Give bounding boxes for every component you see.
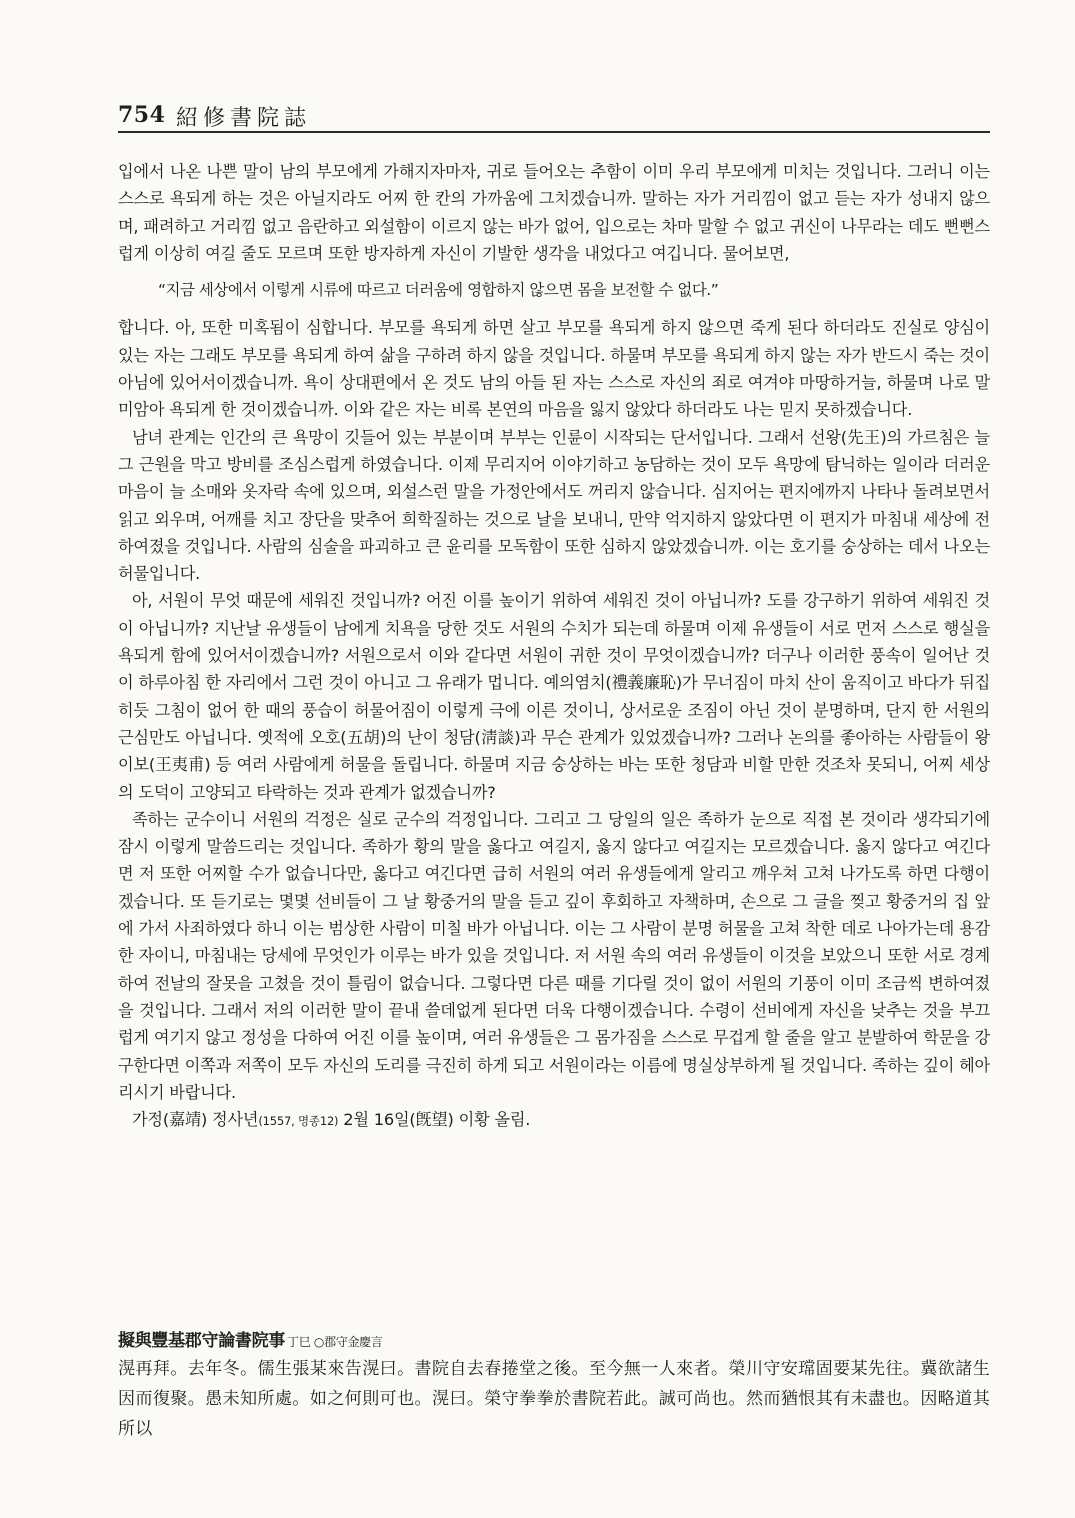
header-rule	[118, 131, 990, 133]
hanmun-title-note: 丁巳 ○郡守金慶言	[287, 1335, 383, 1349]
block-quote: “지금 세상에서 이렇게 시류에 따르고 더러움에 영합하지 않으면 몸을 보전할 수 없다.”	[158, 281, 719, 300]
paragraph-5: 족하는 군수이니 서원의 걱정은 실로 군수의 걱정입니다. 그리고 그 당일의 일은 족하가 눈으로 직접 본 것이라 생각되기에 잠시 이렇게 말씀드리는 것입니다. 족하가 황의 말을 옳다고 여길지, 옳지 않다고 여길지는 모르겠습니다. 옳지 않다고 여긴다면 저 또한 어찌할 수가 없습니다만, 옳다고 여긴다면 급히 서원의 여러 유생들에게 알리고 깨우쳐 고쳐 나가도록 하면 다행이겠습니다. 또 듣기로는 몇몇 선비들이 그 날 황중거의 말을 듣고 깊이 후회하고 자책하며, 손으로 그 글을 찢고 황중거의 집 앞에 가서 사죄하였다 하니 이는 범상한 사람이 미칠 바가 아닙니다. 이는 그 사람이 분명 허물을 고쳐 착한 데로 나아가는데 용감한 자이니, 마침내는 당세에 무엇인가 이루는 바가 있을 것입니다. 저 서원 속의 여러 유생들이 이것을 보았으니 또한 서로 경계하여 전날의 잘못을 고쳤을 것이 틀림이 없습니다. 그렇다면 다른 때를 기다릴 것이 없이 서원의 기풍이 이미 조금씩 변하여졌을 것입니다. 그래서 저의 이러한 말이 끝내 쓸데없게 된다면 더욱 다행이겠습니다. 수령이 선비에게 자신을 낮추는 것을 부끄럽게 여기지 않고 정성을 다하여 어진 이를 높이며, 여러 유생들은 그 몸가짐을 스스로 무겁게 할 줄을 알고 분발하여 학문을 강구한다면 이쪽과 저쪽이 모두 자신의 도리를 극진히 하게 되고 서원이라는 이름에 명실상부하게 될 것입니다. 족하는 깊이 헤아리시기 바랍니다.	[118, 809, 990, 1102]
page-number: 754	[118, 102, 166, 128]
hanmun-title	[118, 1326, 990, 1351]
korean-translation	[118, 158, 990, 1135]
date-text-2: 2월 16일(旣望) 이황 올림.	[338, 1110, 531, 1130]
signature-date-line	[118, 1106, 990, 1135]
hanmun-title-main: 擬與豐基郡守論書院事	[118, 1331, 285, 1351]
date-note: (1557, 명종12)	[258, 1114, 339, 1129]
hanmun-original-text	[118, 1354, 990, 1444]
date-text-1: 가정(嘉靖) 정사년	[132, 1110, 259, 1130]
paragraph-3: 남녀 관계는 인간의 큰 욕망이 깃들어 있는 부분이며 부부는 인륜이 시작되는 단서입니다. 그래서 선왕(先王)의 가르침은 늘 그 근원을 막고 방비를 조심스럽게 하였습니다. 이제 무리지어 이야기하고 농담하는 것이 모두 욕망에 탐닉하는 일이라 더러운 마음이 늘 소매와 옷자락 속에 있으며, 외설스런 말을 가정안에서도 꺼리지 않습니다. 심지어는 편지에까지 나타나 돌려보면서 읽고 외우며, 어깨를 치고 장단을 맞추어 희학질하는 것으로 날을 보내니, 만약 억지하지 않았다면 이 편지가 마침내 세상에 전하여졌을 것입니다. 사람의 심술을 파괴하고 큰 윤리를 모독함이 또한 심하지 않았겠습니까. 이는 호기를 숭상하는 데서 나오는 허물입니다.	[118, 427, 990, 584]
page-header	[118, 100, 990, 134]
running-title: 紹修書院誌	[176, 106, 312, 131]
hanmun-paragraph: 滉再拜。去年冬。儒生張某來告滉曰。書院自去春捲堂之後。至今無一人來者。榮川守安瑺固要某先往。冀欲諸生因而復聚。愚未知所處。如之何則可也。滉曰。榮守拳拳於書院若此。誠可尚也。然而猶恨其有未盡也。因略道其所以	[118, 1359, 990, 1439]
paragraph-1: 입에서 나온 나쁜 말이 남의 부모에게 가해지자마자, 귀로 들어오는 추함이 이미 우리 부모에게 미치는 것입니다. 그러니 이는 스스로 욕되게 하는 것은 아닐지라도 어찌 한 칸의 가까움에 그치겠습니까. 말하는 자가 거리낌이 없고 듣는 자가 성내지 않으며, 패려하고 거리낌 없고 음란하고 외설함이 이르지 않는 바가 없어, 입으로는 차마 말할 수 없고 귀신이 나무라는 데도 뻔뻔스럽게 이상히 여길 줄도 모르며 또한 방자하게 자신이 기발한 생각을 내었다고 여깁니다. 물어보면,	[118, 162, 990, 263]
paragraph-2: 합니다. 아, 또한 미혹됨이 심합니다. 부모를 욕되게 하면 살고 부모를 욕되게 하지 않으면 죽게 된다 하더라도 진실로 양심이 있는 자는 그래도 부모를 욕되게 하여 삶을 구하려 하지 않을 것입니다. 하물며 부모를 욕되게 하지 않는 자가 반드시 죽는 것이 아님에 있어서이겠습니까. 욕이 상대편에서 온 것도 남의 아들 된 자는 스스로 자신의 죄로 여겨야 마땅하거늘, 하물며 나로 말미암아 욕되게 한 것이겠습니까. 이와 같은 자는 비록 본연의 마음을 잃지 않았다 하더라도 나는 믿지 못하겠습니다.	[118, 318, 990, 420]
paragraph-4: 아, 서원이 무엇 때문에 세워진 것입니까? 어진 이를 높이기 위하여 세워진 것이 아닙니까? 도를 강구하기 위하여 세워진 것이 아닙니까? 지난날 유생들이 남에게 치욕을 당한 것도 서원의 수치가 되는데 하물며 이제 유생들이 서로 먼저 스스로 행실을 욕되게 함에 있어서이겠습니까? 서원으로서 이와 같다면 서원이 귀한 것이 무엇이겠습니까? 더구나 이러한 풍속이 일어난 것이 하루아침 한 자리에서 그런 것이 아니고 그 유래가 멉니다. 예의염치(禮義廉恥)가 무너짐이 마치 산이 움직이고 바다가 뒤집히듯 그침이 없어 한 때의 풍습이 허물어짐이 이렇게 극에 이른 것이니, 상서로운 조짐이 아닌 것이 분명하며, 단지 한 서원의 근심만도 아닙니다. 옛적에 오호(五胡)의 난이 청담(淸談)과 무슨 관계가 있었겠습니까? 그러나 논의를 좋아하는 사람들이 왕이보(王夷甫) 등 여러 사람에게 허물을 돌립니다. 하물며 지금 숭상하는 바는 또한 청담과 비할 만한 것조차 못되니, 어찌 세상의 도덕이 고양되고 타락하는 것과 관계가 없겠습니까?	[118, 591, 990, 802]
